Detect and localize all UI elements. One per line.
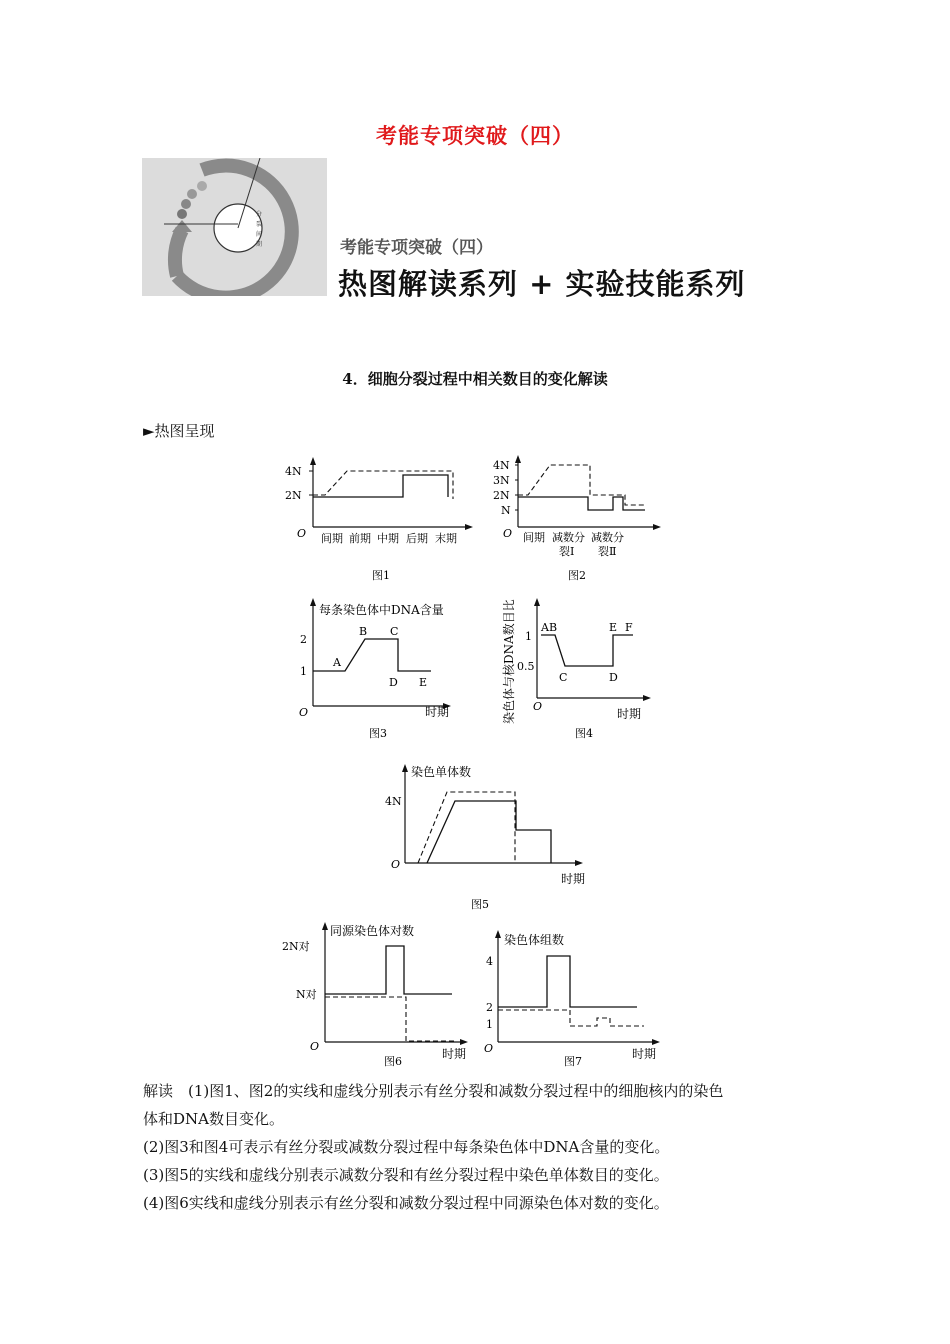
figure-4 [495,598,665,743]
x-label: 中期 [377,532,399,545]
origin-label: O [484,1042,494,1055]
section-title: 4．细胞分裂过程中相关数目的变化解读 [342,370,608,388]
y-axis-label: 染色单体数 [411,765,472,779]
x-axis-label: 时期 [561,872,586,886]
origin-label: O [297,527,307,540]
section-marker: ►热图呈现 [143,422,215,440]
origin-label: O [310,1040,320,1053]
point-label: B [359,625,368,638]
point-label: A [333,656,341,669]
point-label: AB [541,621,558,634]
figure-caption: 图6 [384,1055,402,1068]
point-label: C [559,671,568,684]
x-label: 前期 [349,532,371,545]
origin-label: O [299,706,309,719]
x-axis-label: 时期 [425,705,450,719]
figure-2 [493,455,663,585]
figure-caption: 图1 [372,569,390,582]
x-label: 裂Ⅱ [598,545,617,558]
figure-caption: 图2 [568,569,586,582]
y-tick: 4N [493,459,510,472]
x-label: 末期 [435,532,457,545]
y-axis-label: 同源染色体对数 [330,924,415,938]
x-label: 间期 [523,531,545,544]
figure-1 [285,455,475,585]
y-tick: 1 [300,665,307,678]
point-label: E [419,676,428,689]
cycle-label: 分 [256,211,263,218]
figure-caption: 图7 [564,1055,582,1068]
x-axis-label: 时期 [617,707,642,721]
y-tick: 2N [493,489,510,502]
point-label: C [390,625,399,638]
y-tick: 2N [285,489,302,502]
paragraph: (2)图3和图4可表示有丝分裂或减数分裂过程中每条染色体中DNA含量的变化。 [143,1138,670,1156]
cycle-label: 期 [256,241,263,248]
y-tick: N对 [296,988,317,1001]
paragraph: 体和DNA数目变化。 [143,1110,284,1128]
y-tick: N [501,504,511,517]
figure-caption: 图5 [471,898,489,911]
y-axis-label: 染色体组数 [504,933,565,947]
cycle-label: 间 [256,231,263,238]
paragraph: (4)图6实线和虚线分别表示有丝分裂和减数分裂过程中同源染色体对数的变化。 [143,1194,669,1212]
point-label: E [609,621,618,634]
y-tick: 0.5 [517,660,535,673]
y-tick: 2 [486,1001,493,1014]
y-axis-label: 染色体与核DNA数目比 [502,599,516,724]
point-label: F [625,621,633,634]
point-label: D [389,676,398,689]
paragraph: (3)图5的实线和虚线分别表示减数分裂和有丝分裂过程中染色单体数目的变化。 [143,1166,669,1184]
x-label: 减数分 [591,531,624,544]
figure-caption: 图3 [369,727,387,740]
x-label: 后期 [406,532,428,545]
y-tick: 4N [385,795,402,808]
page-title: 考能专项突破（四） [376,124,574,148]
figure-7 [482,930,667,1070]
figure-5 [385,760,595,915]
point-label: D [609,671,618,684]
y-tick: 2 [300,633,307,646]
y-tick: 4 [486,955,493,968]
y-tick: 1 [525,630,532,643]
banner-main-title: 热图解读系列 + 实验技能系列 [338,267,746,301]
origin-label: O [391,858,401,871]
y-tick: 2N对 [282,940,310,953]
x-label: 减数分 [552,531,585,544]
x-axis-label: 时期 [442,1047,467,1061]
x-label: 裂Ⅰ [559,545,575,558]
paragraph: 解读 (1)图1、图2的实线和虚线分别表示有丝分裂和减数分裂过程中的细胞核内的染色 [143,1082,724,1100]
y-tick: 4N [285,465,302,478]
figure-caption: 图4 [575,727,593,740]
x-label: 间期 [321,532,343,545]
cycle-label: 裂 [256,221,263,228]
cell-cycle-banner-image [142,158,327,296]
y-tick: 3N [493,474,510,487]
figure-3 [295,598,465,743]
x-axis-label: 时期 [632,1047,657,1061]
y-tick: 1 [486,1018,493,1031]
y-axis-label: 每条染色体中DNA含量 [319,603,444,617]
origin-label: O [503,527,513,540]
banner-subtitle: 考能专项突破（四） [340,238,493,258]
figure-6 [282,920,477,1070]
origin-label: O [533,700,543,713]
cell-cycle-icon [142,158,327,296]
